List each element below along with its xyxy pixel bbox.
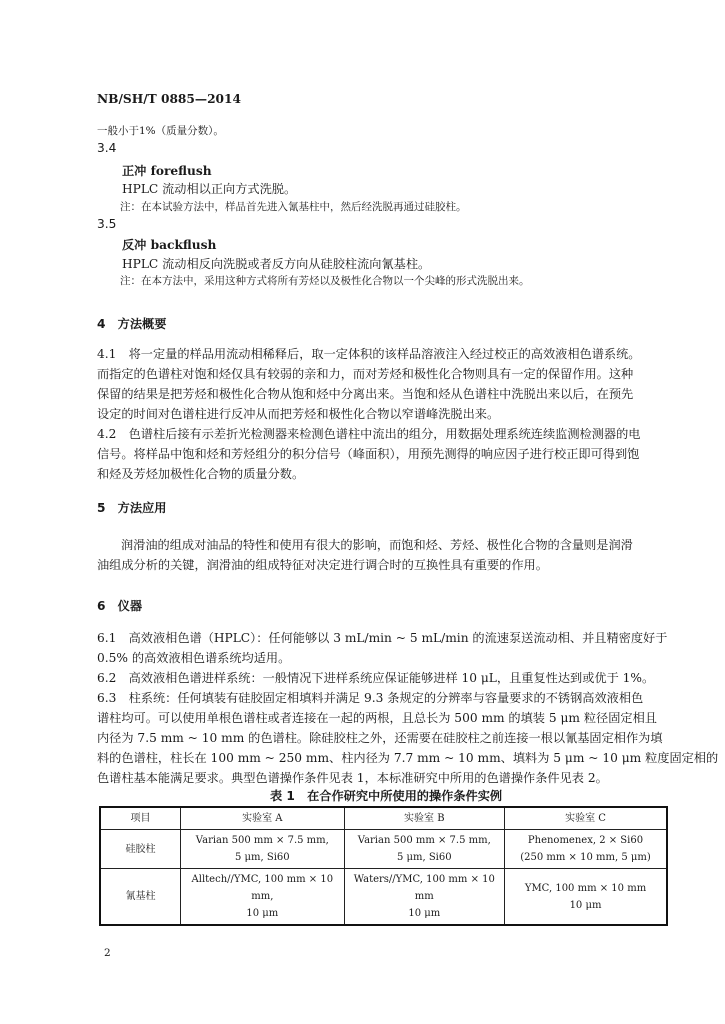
text-line: 6.2 高效液相色谱进样系统：一般情况下进样系统应保证能够进样 10 μL，且重复性达到或优于 1%。 [97,671,655,685]
term-title: 正冲 foreflush [122,164,212,178]
table-header-row [100,807,667,830]
text-line: 6.1 高效液相色谱（HPLC）：任何能够以 3 mL/min ~ 5 mL/min 的流速泵送流动相、并且精密度好于 [97,631,668,645]
operating-conditions-table [99,806,668,926]
cell-line: 5 μm, Si60 [234,852,290,863]
text-line: 而指定的色谱柱对饱和烃仅具有较弱的亲和力，而对芳烃和极性化合物则具有一定的保留作用。这种 [97,367,634,381]
cell-line: 10 μm [569,899,602,911]
cell-line: Varian 500 mm × 7.5 mm, [195,835,329,846]
term-note: 注：在本试验方法中，样品首先进入氰基柱中，然后经洗脱再通过硅胶柱。 [120,201,467,213]
section-6-body [97,628,718,788]
table-cell [505,869,667,926]
text-line: 0.5% 的高效液相色谱系统均适用。 [97,651,291,665]
text-line: 内径为 7.5 mm ~ 10 mm 的色谱柱。除硅胶柱之外，还需要在硅胶柱之前连接一根以氰基固定相作为填 [97,731,663,745]
row-label: 硅胶柱 [100,830,181,869]
column-header: 实验室 B [344,807,504,830]
term-note: 注：在本方法中，采用这种方式将所有芳烃以及极性化合物以一个尖峰的形式洗脱出来。 [120,275,530,287]
table-cell [181,869,344,926]
cell-line: YMC, 100 mm × 10 mm [524,882,647,894]
table-cell [344,830,504,869]
column-header: 项目 [100,807,181,830]
text-line: 4.1 将一定量的样品用流动相稀释后，取一定体积的该样品溶液注入经过校正的高效液相色谱系统。 [97,347,641,361]
cell-line: Varian 500 mm × 7.5 mm, [357,835,491,846]
cell-line: Alltech//YMC, 100 mm × 10 mm, [191,874,334,902]
cell-line: (250 mm × 10 mm, 5 μm) [520,852,651,863]
table-cell [344,869,504,926]
column-header: 实验室 C [505,807,667,830]
cell-line: 10 μm [408,908,441,919]
section-heading: 5 方法应用 [97,501,167,515]
text-line: 润滑油的组成对油品的特性和使用有很大的影响，而饱和烃、芳烃、极性化合物的含量则是润滑 [121,538,633,552]
text-line: 设定的时间对色谱柱进行反冲从而把芳烃和极性化合物以窄谱峰洗脱出来。 [97,407,500,421]
table-caption: 表 1 在合作研究中所使用的操作条件实例 [270,789,503,803]
column-header: 实验室 A [181,807,344,830]
page-number: 2 [104,947,111,959]
cell-line: 5 μm, Si60 [396,852,452,863]
term-definition: HPLC 流动相以正向方式洗脱。 [122,182,297,196]
table-cell [181,830,344,869]
text-line: 和烃及芳烃加极性化合物的质量分数。 [97,467,305,481]
table-row [100,830,667,869]
term-definition: HPLC 流动相反向洗脱或者反方向从硅胶柱流向氰基柱。 [122,257,431,271]
row-label: 氰基柱 [100,869,181,926]
text-line: 谱柱均可。可以使用单根色谱柱或者连接在一起的两根，且总长为 500 mm 的填装 5 μm 粒径固定相且 [97,711,657,725]
section-heading: 6 仪器 [97,599,143,613]
text-line: 信号。将样品中饱和烃和芳烃组分的积分信号（峰面积），用预先测得的响应因子进行校正即可得到饱 [97,447,640,461]
text-line: 4.2 色谱柱后接有示差折光检测器来检测色谱柱中流出的组分，用数据处理系统连续监测检测器的电 [97,427,641,441]
continuation-text: 一般小于1%（质量分数）。 [97,125,224,137]
section-heading: 4 方法概要 [97,317,167,331]
text-line: 色谱柱基本能满足要求。典型色谱操作条件见表 1，本标准研究中所用的色谱操作条件见表 2。 [97,771,608,785]
table-row [100,869,667,926]
text-line: 料的色谱柱，柱长在 100 mm ~ 250 mm、柱内径为 7.7 mm ~ 10 mm、填料为 5 μm ~ 10 μm 粒度固定相的 [97,751,719,765]
term-number: 3.5 [97,217,117,231]
term-title: 反冲 backflush [122,238,217,252]
standard-number: NB/SH/T 0885—2014 [97,92,242,106]
cell-line: 10 μm [246,908,279,919]
text-line: 保留的结果是把芳烃和极性化合物从饱和烃中分离出来。当饱和烃从色谱柱中洗脱出来以后，在预先 [97,387,634,401]
section-5-body [97,535,633,575]
cell-line: Waters//YMC, 100 mm × 10 mm [353,874,495,902]
cell-line: Phenomenex, 2 × Si60 [527,835,644,846]
section-4-body [97,344,640,484]
term-number: 3.4 [97,141,117,155]
text-line: 6.3 柱系统：任何填装有硅胶固定相填料并满足 9.3 条规定的分辨率与容量要求的不锈钢高效液相色 [97,691,644,705]
table-cell [505,830,667,869]
text-line: 油组成分析的关键，润滑油的组成特征对决定进行调合时的互换性具有重要的作用。 [97,558,548,572]
